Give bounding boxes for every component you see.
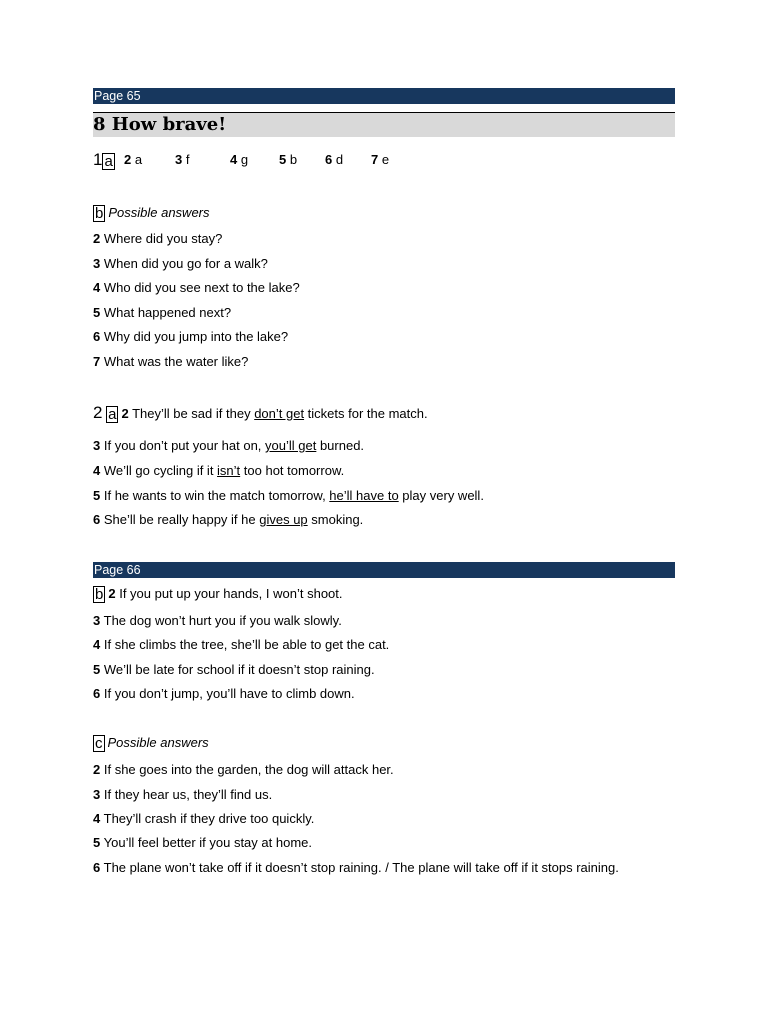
answer-item bbox=[175, 150, 189, 170]
underlined-answer: don’t get bbox=[254, 406, 305, 421]
underlined-answer: you’ll get bbox=[265, 438, 317, 453]
item-number: 3 bbox=[93, 613, 101, 628]
answer-line bbox=[93, 488, 484, 504]
answer-text: Why did you jump into the lake? bbox=[103, 329, 289, 344]
item-number: 6 bbox=[325, 152, 333, 167]
answer-line bbox=[93, 811, 314, 827]
answer-text: If you put up your hands, I won’t shoot. bbox=[119, 586, 343, 601]
answer-line bbox=[93, 762, 394, 778]
item-number: 3 bbox=[93, 787, 101, 802]
underlined-answer: isn’t bbox=[217, 463, 241, 478]
item-number: 5 bbox=[93, 835, 101, 850]
answer-item bbox=[325, 150, 343, 170]
answer-text: The plane won’t take off if it doesn’t stop raining. / The plane will take off if it stops raining. bbox=[103, 860, 619, 875]
item-answer: g bbox=[240, 152, 249, 167]
item-number: 4 bbox=[93, 811, 101, 826]
answer-item bbox=[124, 150, 142, 170]
answer-line bbox=[93, 463, 344, 479]
item-number: 2 bbox=[121, 406, 129, 421]
answer-text: They’ll be sad if they bbox=[132, 406, 255, 421]
page-66-header: Page 66 bbox=[93, 562, 675, 578]
item-number: 5 bbox=[93, 662, 101, 677]
answer-text: We’ll go cycling if it bbox=[103, 463, 218, 478]
item-number: 2 bbox=[93, 762, 101, 777]
answer-text: What happened next? bbox=[103, 305, 232, 320]
answer-text: The dog won’t hurt you if you walk slowly. bbox=[103, 613, 342, 628]
answer-line bbox=[93, 256, 268, 272]
possible-answers-label: Possible answers bbox=[107, 735, 209, 750]
answer-text: What was the water like? bbox=[103, 354, 249, 369]
item-number: 6 bbox=[93, 512, 101, 527]
item-number: 6 bbox=[93, 329, 101, 344]
exercise-number: 1 bbox=[93, 150, 103, 169]
answer-text: You’ll feel better if you stay at home. bbox=[103, 835, 312, 850]
answer-line bbox=[93, 787, 272, 803]
answer-line bbox=[93, 329, 288, 345]
answer-text: She’ll be really happy if he bbox=[103, 512, 260, 527]
exercise-1b-heading bbox=[93, 205, 210, 222]
answer-text: burned. bbox=[316, 438, 365, 453]
answer-line bbox=[93, 280, 300, 296]
answer-text: If they hear us, they’ll find us. bbox=[103, 787, 273, 802]
answer-line bbox=[93, 305, 231, 321]
answer-item bbox=[371, 150, 389, 170]
item-answer: d bbox=[335, 152, 344, 167]
answer-line bbox=[93, 613, 342, 629]
answer-line bbox=[93, 860, 619, 876]
item-answer: a bbox=[134, 152, 143, 167]
item-number: 6 bbox=[93, 686, 101, 701]
exercise-number: 2 bbox=[93, 403, 103, 422]
unit-title: 8 How brave! bbox=[93, 112, 675, 137]
item-number: 3 bbox=[93, 256, 101, 271]
answer-text: When did you go for a walk? bbox=[103, 256, 268, 271]
answer-item bbox=[230, 150, 248, 170]
item-number: 4 bbox=[93, 280, 101, 295]
answer-line bbox=[93, 686, 355, 702]
item-number: 4 bbox=[93, 463, 101, 478]
answer-text: tickets for the match. bbox=[304, 406, 428, 421]
item-number: 2 bbox=[124, 152, 132, 167]
answer-text: We’ll be late for school if it doesn’t stop raining. bbox=[103, 662, 375, 677]
answer-text: Where did you stay? bbox=[103, 231, 223, 246]
item-number: 4 bbox=[230, 152, 238, 167]
exercise-1-heading bbox=[93, 150, 118, 171]
item-answer: e bbox=[381, 152, 390, 167]
answer-line bbox=[93, 835, 312, 851]
item-answer: b bbox=[289, 152, 298, 167]
item-answer: f bbox=[185, 152, 190, 167]
item-number: 5 bbox=[93, 488, 101, 503]
answer-text: play very well. bbox=[398, 488, 484, 503]
answer-text: Who did you see next to the lake? bbox=[103, 280, 300, 295]
item-number: 4 bbox=[93, 637, 101, 652]
answer-text: smoking. bbox=[307, 512, 364, 527]
answer-text: If you don’t jump, you’ll have to climb down. bbox=[103, 686, 355, 701]
exercise-2c-heading bbox=[93, 735, 209, 752]
item-number: 3 bbox=[175, 152, 183, 167]
answer-text: If she climbs the tree, she’ll be able to get the cat. bbox=[103, 637, 390, 652]
item-number: 3 bbox=[93, 438, 101, 453]
answer-line bbox=[93, 438, 364, 454]
answer-line bbox=[93, 662, 375, 678]
item-number: 7 bbox=[371, 152, 379, 167]
answer-text: If she goes into the garden, the dog will attack her. bbox=[103, 762, 394, 777]
part-letter-box: a bbox=[104, 153, 113, 170]
item-number: 2 bbox=[93, 231, 101, 246]
answer-text: If he wants to win the match tomorrow, bbox=[103, 488, 330, 503]
answer-line bbox=[93, 637, 389, 653]
item-number: 2 bbox=[108, 586, 116, 601]
part-letter-box: b bbox=[95, 586, 104, 603]
exercise-2b-line bbox=[93, 586, 343, 603]
item-number: 5 bbox=[279, 152, 287, 167]
page-65-header: Page 65 bbox=[93, 88, 675, 104]
underlined-answer: gives up bbox=[259, 512, 308, 527]
exercise-2a-line bbox=[93, 405, 428, 423]
part-letter-box: c bbox=[95, 735, 103, 752]
answer-text: If you don’t put your hat on, bbox=[103, 438, 266, 453]
underlined-answer: he’ll have to bbox=[329, 488, 399, 503]
part-letter-box: b bbox=[95, 205, 104, 222]
answer-text: too hot tomorrow. bbox=[240, 463, 345, 478]
item-number: 5 bbox=[93, 305, 101, 320]
part-letter-box: a bbox=[108, 406, 117, 423]
answer-line bbox=[93, 354, 248, 370]
item-number: 7 bbox=[93, 354, 101, 369]
answer-line bbox=[93, 512, 363, 528]
answer-line bbox=[93, 231, 222, 247]
answer-text: They’ll crash if they drive too quickly. bbox=[103, 811, 315, 826]
item-number: 6 bbox=[93, 860, 101, 875]
possible-answers-label: Possible answers bbox=[108, 205, 210, 220]
answer-item bbox=[279, 150, 297, 170]
